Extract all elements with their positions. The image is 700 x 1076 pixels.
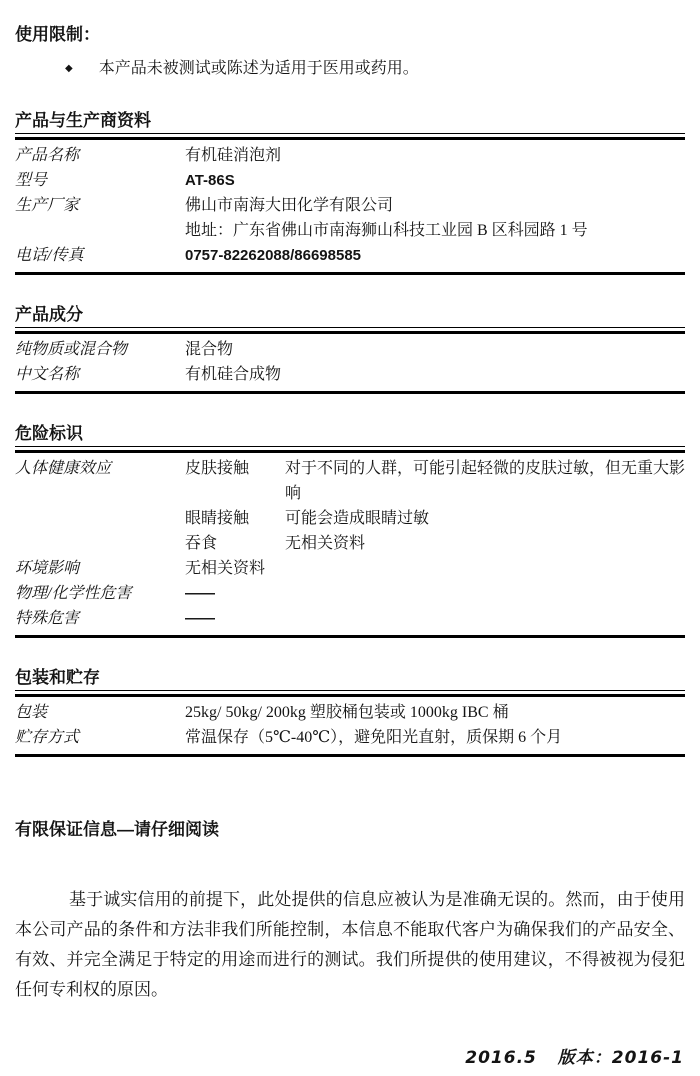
row-label: 贮存方式 [15,729,80,746]
row-sublabel: 眼睛接触 [185,510,250,527]
row-sublabel: 皮肤接触 [185,460,250,477]
row-value: 无相关资料 [185,560,266,577]
sections-container [15,110,685,757]
row-label: 生产厂家 [15,197,80,214]
row-value: —— [185,585,215,602]
table-row [15,700,685,725]
row-value: 可能会造成眼睛过敏 [285,510,430,527]
row-value: 0757-82262088/86698585 [185,247,362,264]
usage-restriction-section [15,24,685,81]
row-label: 特殊危害 [15,610,80,627]
row-value: 25kg/ 50kg/ 200kg 塑胶桶包装或 1000kg IBC 桶 [185,704,509,721]
section-table [15,694,685,757]
row-value: 混合物 [185,341,234,358]
warranty-paragraph: 基于诚实信用的前提下，此处提供的信息应被认为是准确无误的。然而，由于使用本公司产品的条件和方法非我们所能控制，本信息不能取代客户为确保我们的产品安全、有效、并完全满足于特定的用途而进行的测试。我们所提供的使用建议，不得被视为侵犯任何专利权的原因。 [15,890,685,999]
row-value: 无相关资料 [285,535,366,552]
table-row [15,725,685,750]
row-label: 人体健康效应 [15,460,112,477]
row-label: 物理/化学性危害 [15,585,132,602]
row-value: 有机硅消泡剂 [185,147,282,164]
usage-bullet-text: 本产品未被测试或陈述为适用于医用或药用。 [98,60,419,77]
table-row [15,506,685,531]
usage-bullet-item [65,57,685,81]
page-footer [451,1043,684,1068]
section-title: 危险标识 [15,423,685,447]
row-value: AT-86S [185,172,235,189]
warranty-section [15,819,685,1005]
table-row [15,556,685,581]
row-value: 常温保存（5℃-40℃），避免阳光直射，质保期 6 个月 [185,729,563,746]
row-value: 对于不同的人群，可能引起轻微的皮肤过敏，但无重大影响 [285,460,686,502]
row-value: 佛山市南海大田化学有限公司 [185,197,394,214]
section [15,667,685,757]
row-sublabel: 吞食 [185,535,218,552]
warranty-title: 有限保证信息—请仔细阅读 [15,820,219,839]
usage-restriction-title: 使用限制： [15,25,100,44]
section-table [15,331,685,394]
row-label: 电话/传真 [15,247,84,264]
diamond-bullet-icon: ◆ [65,63,73,74]
table-row [15,243,685,268]
row-value: —— [185,610,215,627]
section-title: 产品成分 [15,304,685,328]
table-row [15,337,685,362]
footer-version: 版本：2016-1 [557,1048,684,1068]
row-value: 地址：广东省佛山市南海狮山科技工业园 B 区科园路 1 号 [185,222,588,239]
section-title: 包装和贮存 [15,667,685,691]
table-row [15,362,685,387]
row-label: 中文名称 [15,366,80,383]
table-row [15,143,685,168]
footer-date: 2016.5 [465,1048,537,1068]
section [15,304,685,394]
section-table [15,450,685,638]
row-label: 产品名称 [15,147,80,164]
section-title: 产品与生产商资料 [15,110,685,134]
section [15,423,685,638]
row-value: 有机硅合成物 [185,366,282,383]
table-row [15,606,685,631]
row-label: 型号 [15,172,48,189]
table-row [15,168,685,193]
table-row [15,581,685,606]
row-label: 包装 [15,704,48,721]
table-row [15,531,685,556]
table-row [15,193,685,218]
row-label: 纯物质或混合物 [15,341,128,358]
section [15,110,685,275]
table-row [15,456,685,506]
table-row [15,218,685,243]
row-label: 环境影响 [15,560,80,577]
section-table [15,137,685,275]
